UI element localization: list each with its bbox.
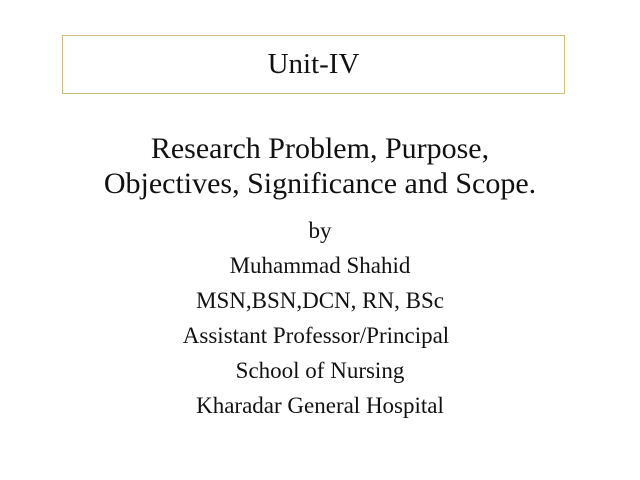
title-box xyxy=(62,35,565,94)
subtitle-line-2: Objectives, Significance and Scope. xyxy=(103,167,537,200)
byline: by xyxy=(308,218,332,243)
author-name: Muhammad Shahid xyxy=(229,253,411,278)
author-position: Assistant Professor/Principal xyxy=(182,323,450,348)
subtitle-line-1: Research Problem, Purpose, xyxy=(150,132,490,165)
slide-title: Unit-IV xyxy=(267,48,360,80)
organization: Kharadar General Hospital xyxy=(196,393,444,418)
institution: School of Nursing xyxy=(235,358,405,383)
author-credentials: MSN,BSN,DCN, RN, BSc xyxy=(196,288,444,313)
